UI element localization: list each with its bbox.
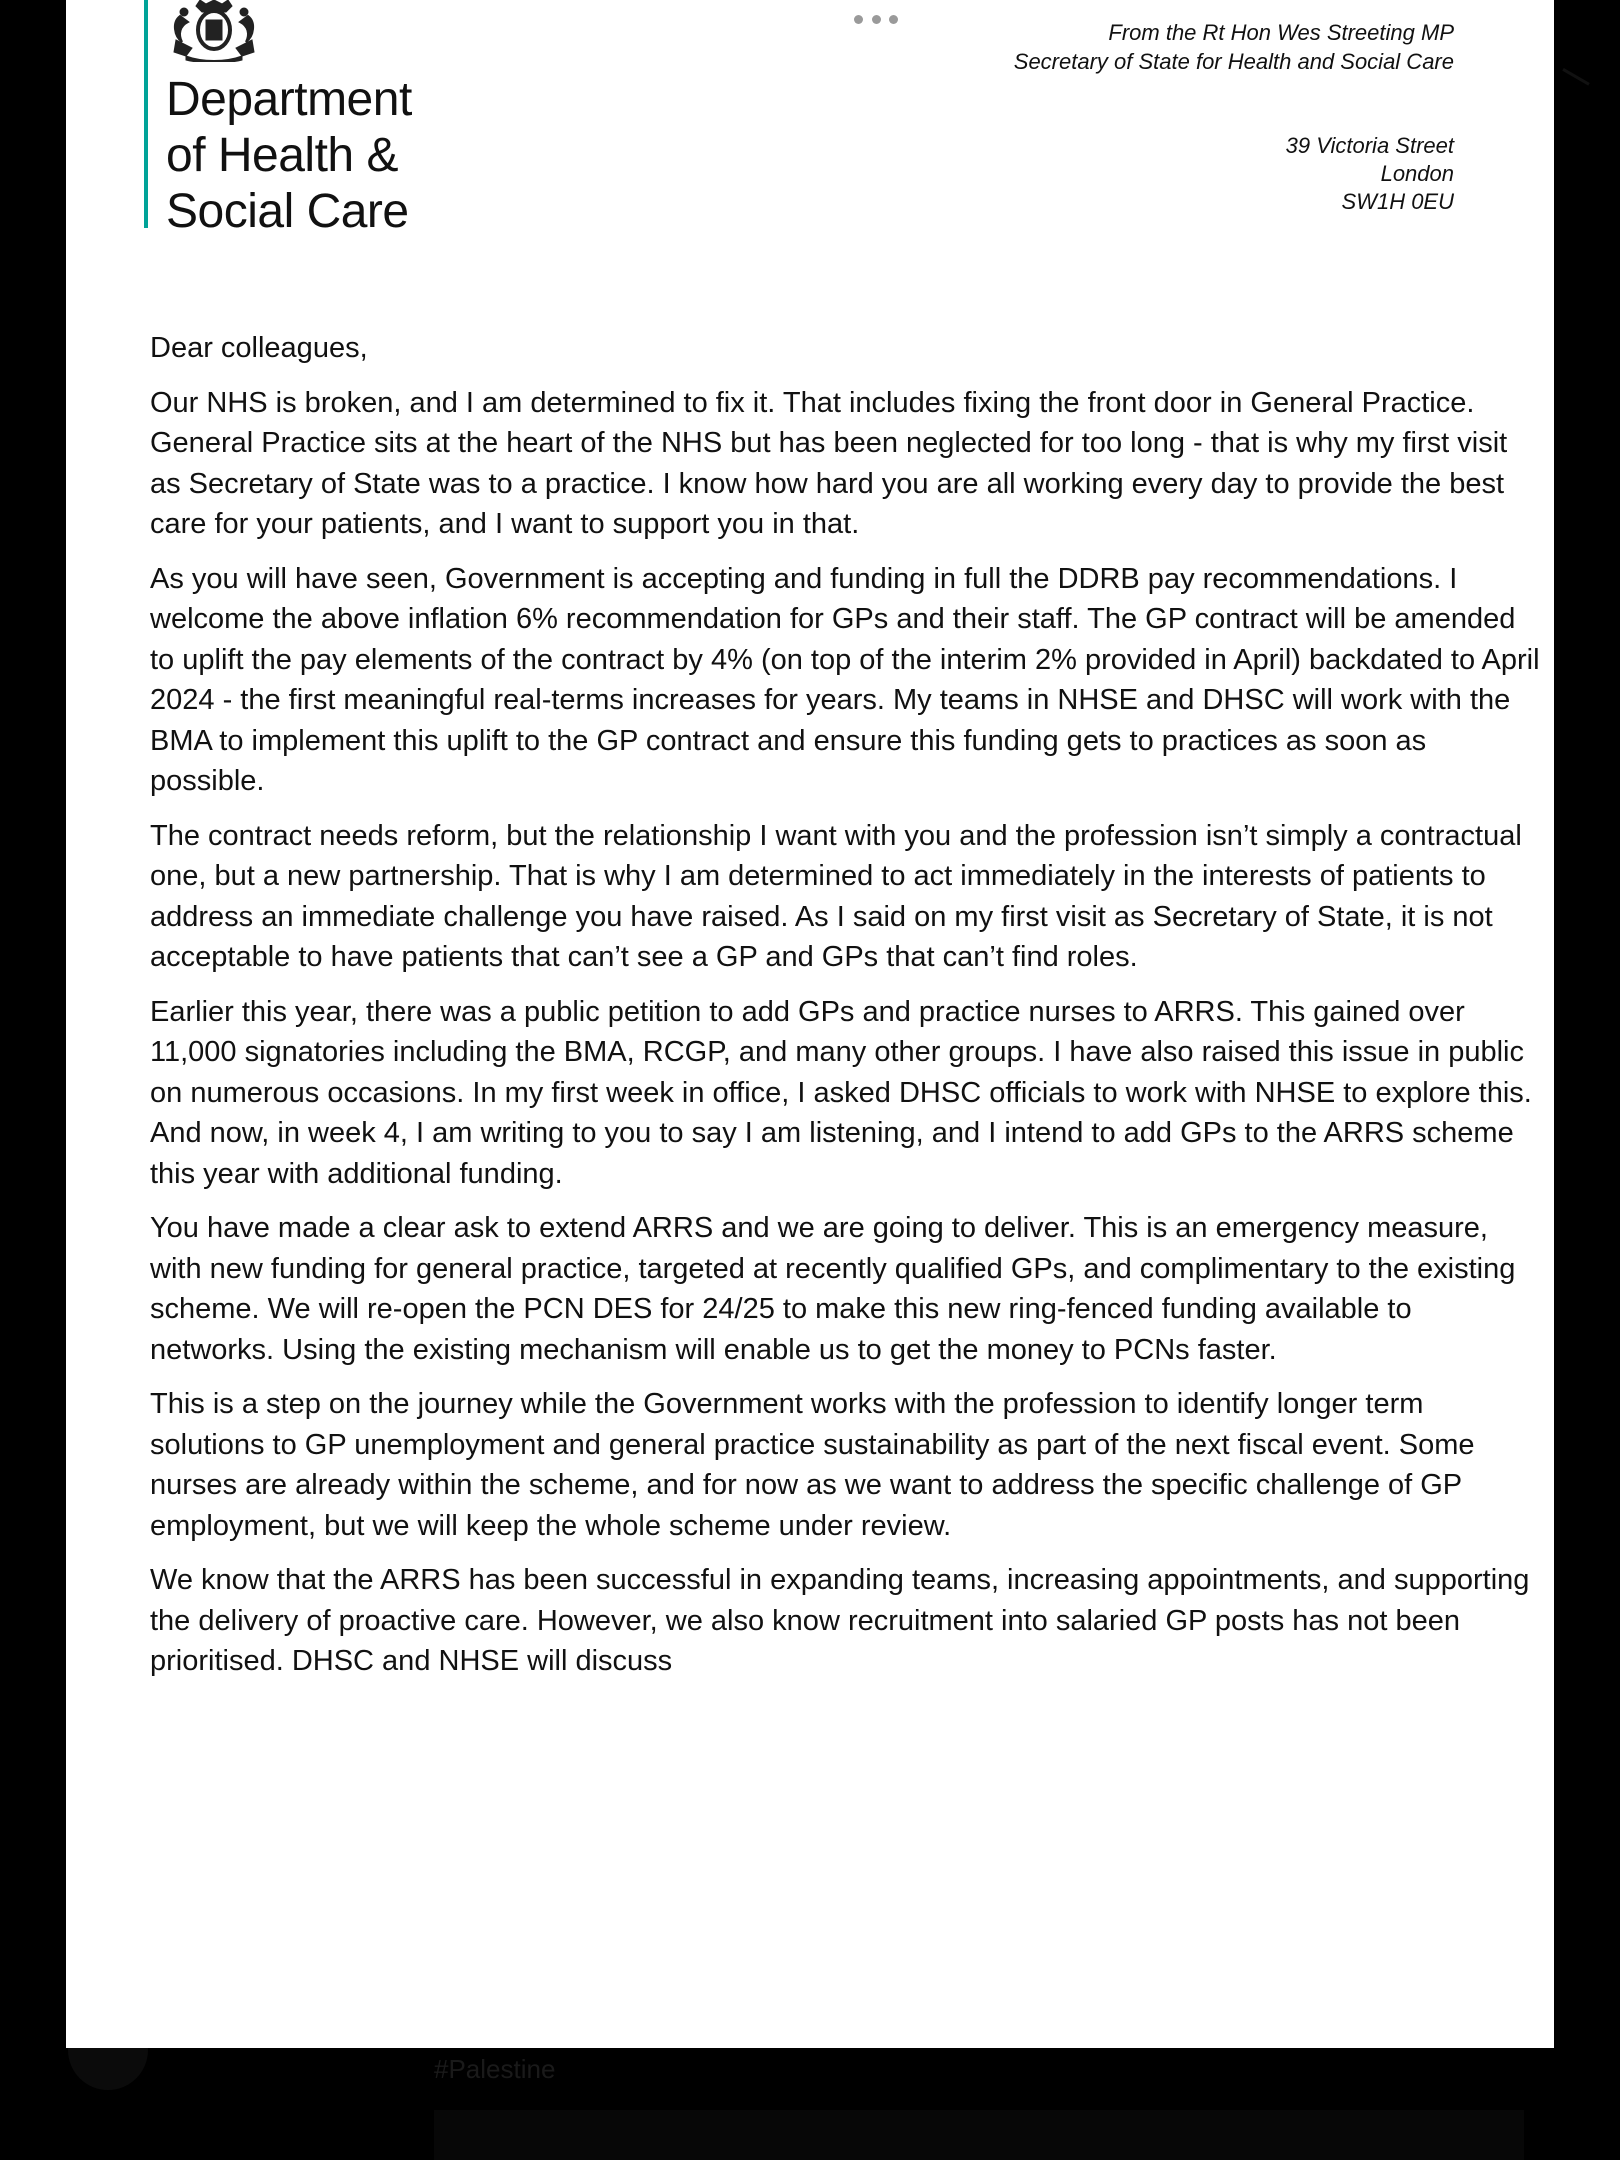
sender-name: From the Rt Hon Wes Streeting MP <box>1108 20 1454 45</box>
sender-block <box>1014 18 1454 76</box>
letter-paragraph: The contract needs reform, but the relationship I want with you and the profession isn’t simply a contractual one, but a new partnership. That is why I am determined to act immediately in the interests of patients to address an immediate challenge you have raised. As I said on my first visit as Secretary of State, it is not acceptable to have patients that can’t see a GP and GPs that can’t find roles. <box>150 819 1522 973</box>
background-strip <box>434 2110 1524 2160</box>
department-accent-rule <box>144 0 148 228</box>
address-line: SW1H 0EU <box>1341 189 1454 214</box>
letter-paragraph: We know that the ARRS has been successful in expanding teams, increasing appointments, and supporting the delivery of proactive care. However, we also know recruitment into salaried GP posts has not been prioritised. DHSC and NHSE will discuss <box>150 1564 1530 1677</box>
salutation: Dear colleagues, <box>150 332 368 364</box>
dot <box>872 15 881 24</box>
address-line: 39 Victoria Street <box>1285 133 1454 158</box>
letter-paragraph: This is a step on the journey while the Government works with the profession to identify longer term solutions to GP unemployment and general practice sustainability as part of the next fiscal event. Some nurses are already within the scheme, and for now as we want to address the specific challenge of GP employment, but we will keep the whole scheme under review. <box>150 1388 1475 1542</box>
royal-coat-of-arms-icon <box>166 0 262 62</box>
letter-paragraph: As you will have seen, Government is accepting and funding in full the DDRB pay recommendations. I welcome the above inflation 6% recommendation for GPs and their staff. The GP contract will be amended to uplift the pay elements of the contract by 4% (on top of the interim 2% provided in April) backdated to April 2024 - the first meaningful real-terms increases for years. My teams in NHSE and DHSC will work with the BMA to implement this uplift to the GP contract and ensure this funding gets to practices as soon as possible. <box>150 562 1540 797</box>
background-post-text: #Palestine <box>434 2054 556 2084</box>
dot <box>889 15 898 24</box>
sender-address <box>1286 132 1454 216</box>
background-edge-mark <box>1552 68 1589 103</box>
department-name-line: of Health & <box>166 129 398 182</box>
sender-title: Secretary of State for Health and Social Care <box>1013 49 1454 74</box>
department-logotype <box>166 72 412 240</box>
letter-paragraph: Our NHS is broken, and I am determined to fix it. That includes fixing the front door in General Practice. General Practice sits at the heart of the NHS but has been neglected for too long - that is why my first visit as Secretary of State was to a practice. I know how hard you are all working every day to provide the best care for your patients, and I want to support you in that. <box>150 386 1508 540</box>
letter-paragraph: Earlier this year, there was a public petition to add GPs and practice nurses to ARRS. This gained over 11,000 signatories including the BMA, RCGP, and many other groups. I have also raised this issue in public on numerous occasions. In my first week in office, I asked DHSC officials to work with NHSE to explore this. And now, in week 4, I am writing to you to say I am listening, and I intend to add GPs to the ARRS scheme this year with additional funding. <box>150 995 1532 1190</box>
dot <box>854 15 863 24</box>
address-line: London <box>1380 161 1454 186</box>
letter-paragraph: You have made a clear ask to extend ARRS and we are going to deliver. This is an emergency measure, with new funding for general practice, targeted at recently qualified GPs, and complimentary to the existing scheme. We will re-open the PCN DES for 24/25 to make this new ring-fenced funding available to networks. Using the existing mechanism will enable us to get the money to PCNs faster. <box>150 1212 1516 1366</box>
more-options-icon[interactable] <box>854 8 898 30</box>
letter-body <box>150 328 1540 1696</box>
department-name-line: Social Care <box>166 185 409 238</box>
department-name-line: Department <box>166 73 412 126</box>
letter-page <box>66 0 1554 2048</box>
